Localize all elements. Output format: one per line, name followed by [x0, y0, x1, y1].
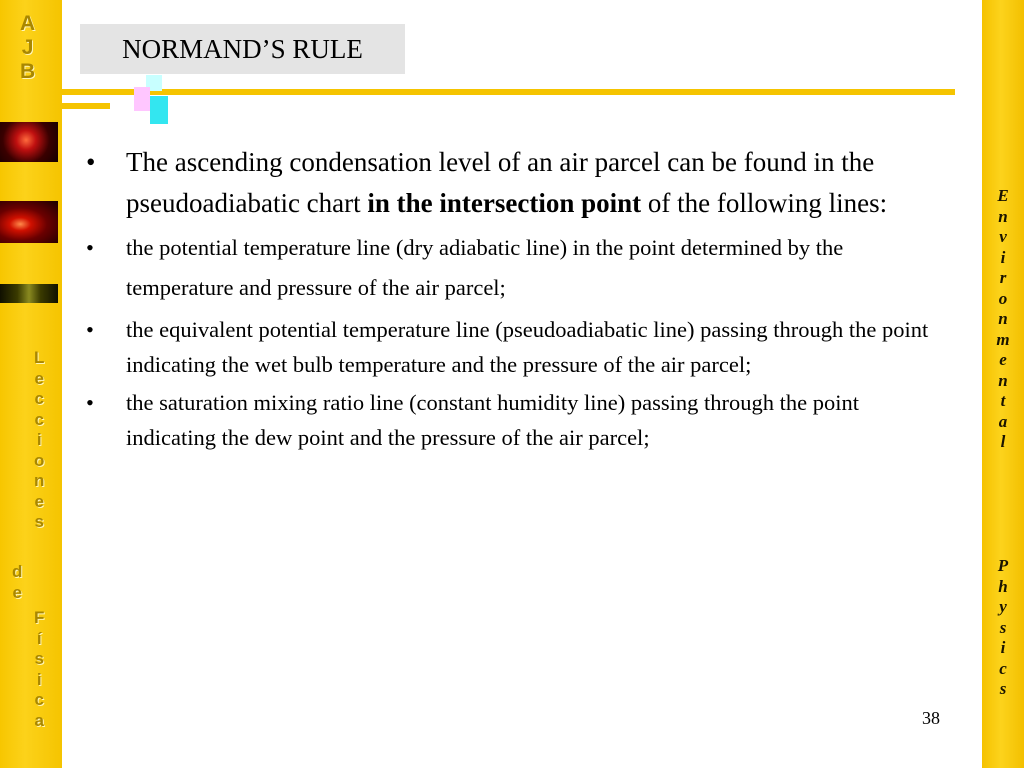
letter: n	[998, 206, 1008, 226]
slide-body	[86, 142, 946, 455]
logo-letters	[20, 12, 35, 84]
letter: m	[996, 329, 1010, 349]
letter: n	[998, 309, 1008, 328]
letter: s	[34, 649, 44, 668]
decorative-image-1	[0, 122, 58, 162]
vertical-text-lecciones	[34, 348, 44, 533]
letter: e	[999, 350, 1007, 369]
page-number: 38	[922, 708, 940, 728]
letter: y	[999, 597, 1007, 616]
logo-letter: J	[21, 36, 34, 59]
vertical-text-de	[12, 562, 22, 603]
letter: o	[34, 450, 45, 470]
letter: P	[997, 556, 1009, 575]
letter: i	[1000, 638, 1006, 657]
logo-letter: A	[20, 12, 36, 35]
vertical-text-environmental	[982, 186, 1024, 453]
main-bullet-text: The ascending condensation level of an air parcel can be found in the pseudoadiabatic chart	[126, 147, 875, 218]
letter: t	[1000, 391, 1006, 410]
letter: v	[999, 227, 1007, 246]
logo-letter: B	[20, 60, 36, 83]
letter: c	[34, 690, 44, 709]
decorative-square-cyan	[150, 96, 168, 124]
letter: c	[34, 389, 44, 408]
sub-bullet: • the equivalent potential temperature line (pseudoadiabatic line) passing through the point indicating the wet bulb temperature and the pressure of the air parcel;	[86, 313, 946, 382]
left-sidebar	[0, 0, 62, 768]
letter: í	[36, 628, 42, 648]
letter: h	[998, 576, 1008, 596]
letter: i	[36, 430, 42, 449]
letter: s	[34, 512, 44, 531]
letter: o	[998, 288, 1008, 308]
title-underline-short	[60, 103, 110, 109]
letter: a	[998, 411, 1008, 431]
letter: e	[12, 582, 22, 602]
vertical-text-fisica	[34, 608, 44, 731]
letter: F	[34, 608, 45, 627]
sub-bullet: • the potential temperature line (dry adiabatic line) in the point determined by the temperature and pressure of the air parcel;	[86, 228, 946, 307]
letter: c	[34, 409, 44, 429]
main-bullet-text-end: of the following lines:	[641, 188, 888, 218]
letter: e	[34, 368, 44, 388]
letter: d	[12, 562, 23, 581]
main-bullet-bold-text: in the intersection point	[367, 188, 642, 218]
letter: e	[34, 491, 44, 511]
letter: n	[998, 370, 1008, 390]
letter: L	[34, 348, 45, 367]
right-sidebar	[982, 0, 1024, 768]
letter: E	[997, 186, 1009, 205]
sub-bullet: • the saturation mixing ratio line (constant humidity line) passing through the point indicating the dew point and the pressure of the air parcel;	[86, 386, 946, 455]
slide-title: NORMAND’S RULE	[80, 24, 405, 74]
decorative-square-pink	[134, 87, 150, 111]
decorative-image-3	[0, 284, 58, 303]
letter: i	[1000, 247, 1006, 267]
title-underline	[60, 89, 955, 95]
letter: r	[999, 268, 1007, 287]
letter: s	[999, 679, 1007, 698]
letter: n	[34, 471, 45, 490]
letter: s	[999, 617, 1007, 637]
letter: c	[999, 658, 1007, 678]
letter: i	[36, 669, 42, 689]
decorative-image-2	[0, 201, 58, 243]
main-bullet	[86, 142, 946, 224]
vertical-text-physics	[982, 556, 1024, 700]
letter: a	[34, 710, 44, 730]
letter: l	[1000, 432, 1006, 451]
